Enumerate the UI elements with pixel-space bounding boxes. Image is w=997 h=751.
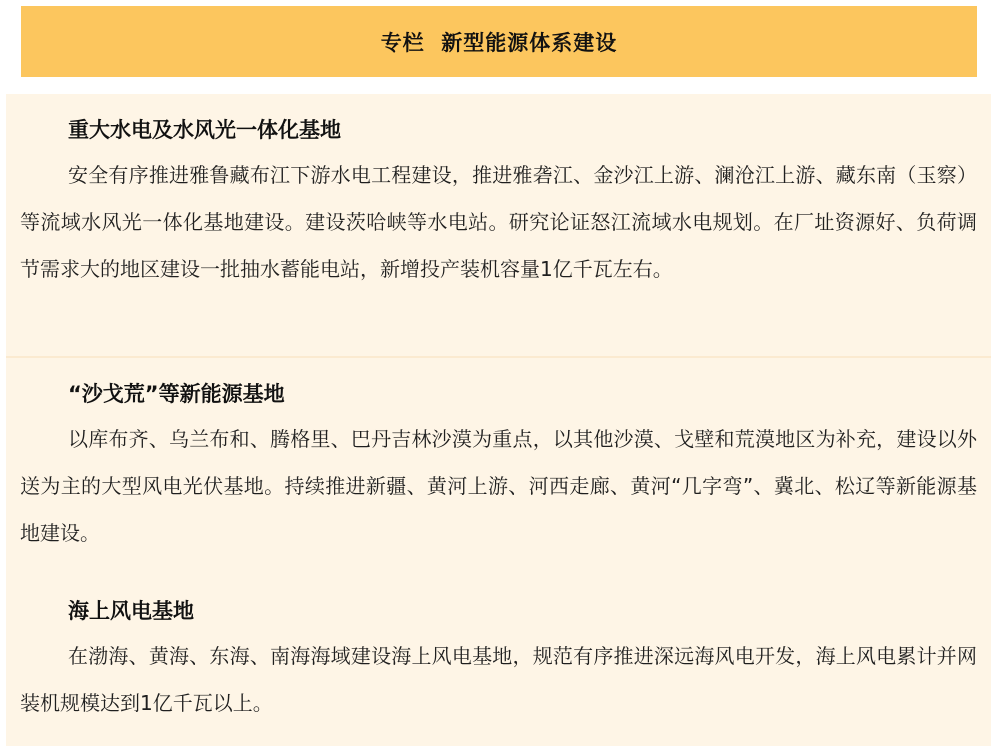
section-title: 重大水电及水风光一体化基地 — [68, 118, 341, 142]
section-desert-renewables — [6, 379, 991, 557]
section-title: “沙戈荒”等新能源基地 — [68, 382, 285, 406]
section-title: 海上风电基地 — [68, 599, 194, 623]
section-divider — [6, 356, 991, 358]
section-body: 在渤海、黄海、东海、南海海域建设海上风电基地，规范有序推进深远海风电开发，海上风电累计并网装机规模达到1亿千瓦以上。 — [20, 644, 977, 715]
section-body: 以库布齐、乌兰布和、腾格里、巴丹吉林沙漠为重点，以其他沙漠、戈壁和荒漠地区为补充，建设以外送为主的大型风电光伏基地。持续推进新疆、黄河上游、河西走廊、黄河“几字弯”、冀北、松辽等新能源基地建设。 — [20, 427, 977, 545]
section-offshore-wind — [6, 596, 991, 727]
section-hydro — [6, 115, 991, 293]
column-header-bar — [21, 6, 977, 77]
section-body: 安全有序推进雅鲁藏布江下游水电工程建设，推进雅砻江、金沙江上游、澜沧江上游、藏东南（玉察）等流域水风光一体化基地建设。建设茨哈峡等水电站。研究论证怒江流域水电规划。在厂址资源好、负荷调节需求大的地区建设一批抽水蓄能电站，新增投产装机容量1亿千瓦左右。 — [20, 163, 977, 281]
column-title: 专栏 新型能源体系建设 — [380, 30, 618, 55]
content-panel — [6, 94, 991, 746]
